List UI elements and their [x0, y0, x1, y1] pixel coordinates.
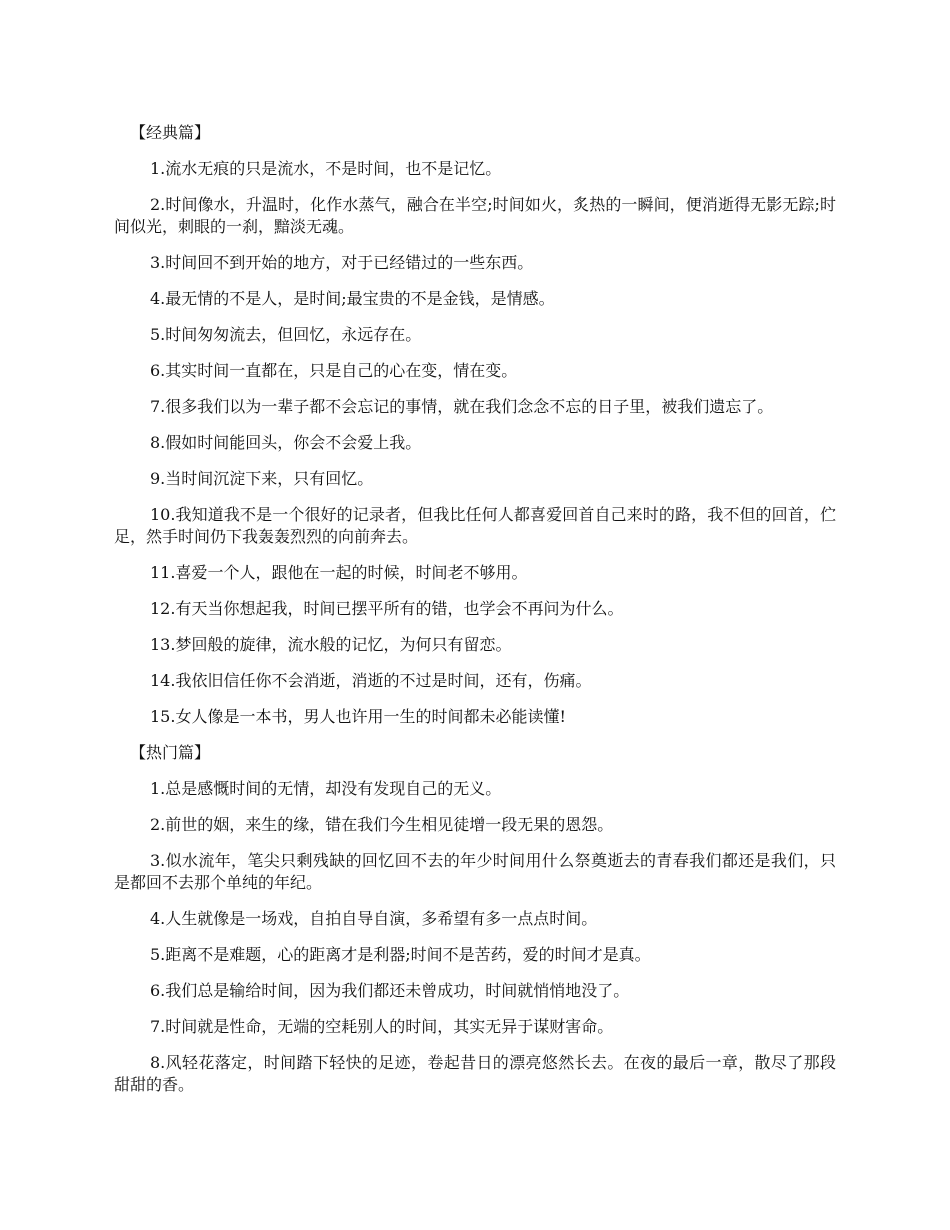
- quote-item: 4.人生就像是一场戏，自拍自导自演，多希望有多一点点时间。: [150, 909, 598, 928]
- section-heading-popular: 【热门篇】: [130, 743, 211, 762]
- section-heading-classic: 【经典篇】: [130, 123, 211, 142]
- quote-item: 13.梦回般的旋律，流水般的记忆，为何只有留恋。: [150, 635, 512, 654]
- quote-item: 11.喜爱一个人，跟他在一起的时候，时间老不够用。: [150, 563, 528, 582]
- quote-item: 15.女人像是一本书，男人也许用一生的时间都未必能读懂!: [150, 707, 566, 726]
- quote-item: 4.最无情的不是人，是时间;最宝贵的不是金钱，是情感。: [150, 289, 555, 308]
- quote-item: 5.距离不是难题，心的距离才是利器;时间不是苦药，爱的时间才是真。: [150, 945, 651, 964]
- quote-item: 8.假如时间能回头，你会不会爱上我。: [150, 433, 422, 452]
- quote-item: 7.很多我们以为一辈子都不会忘记的事情，就在我们念念不忘的日子里，被我们遗忘了。: [150, 397, 774, 416]
- quote-item: 7.时间就是性命，无端的空耗别人的时间，其实无异于谋财害命。: [150, 1017, 614, 1036]
- quote-item: 3.似水流年，笔尖只剩残缺的回忆回不去的年少时间用什么祭奠逝去的青春我们都还是我们，只是都回不去那个单纯的年纪。: [114, 851, 836, 892]
- quote-item: 3.时间回不到开始的地方，对于已经错过的一些东西。: [150, 253, 534, 272]
- quote-item: 14.我依旧信任你不会消逝，消逝的不过是时间，还有，伤痛。: [150, 671, 592, 690]
- document-body: [114, 122, 836, 1110]
- quote-item: 9.当时间沉淀下来，只有回忆。: [150, 469, 374, 488]
- quote-item: 1.流水无痕的只是流水，不是时间，也不是记忆。: [150, 159, 502, 178]
- quote-item: 2.时间像水，升温时，化作水蒸气，融合在半空;时间如火，炙热的一瞬间，便消逝得无影无踪;时间似光，刺眼的一刹，黯淡无魂。: [114, 195, 836, 236]
- quote-item: 6.其实时间一直都在，只是自己的心在变，情在变。: [150, 361, 518, 380]
- quote-item: 12.有天当你想起我，时间已摆平所有的错，也学会不再问为什么。: [150, 599, 624, 618]
- quote-item: 1.总是感慨时间的无情，却没有发现自己的无义。: [150, 779, 502, 798]
- quote-item: 10.我知道我不是一个很好的记录者，但我比任何人都喜爱回首自己来时的路，我不但的回首，伫足，然手时间仍下我轰轰烈烈的向前奔去。: [114, 505, 836, 546]
- quote-item: 8.风轻花落定，时间踏下轻快的足迹，卷起昔日的漂亮悠然长去。在夜的最后一章，散尽了那段甜甜的香。: [114, 1053, 836, 1094]
- quote-item: 6.我们总是输给时间，因为我们都还未曾成功，时间就悄悄地没了。: [150, 981, 630, 1000]
- quote-item: 2.前世的姻，来生的缘，错在我们今生相见徒增一段无果的恩怨。: [150, 815, 614, 834]
- quote-item: 5.时间匆匆流去，但回忆，永远存在。: [150, 325, 422, 344]
